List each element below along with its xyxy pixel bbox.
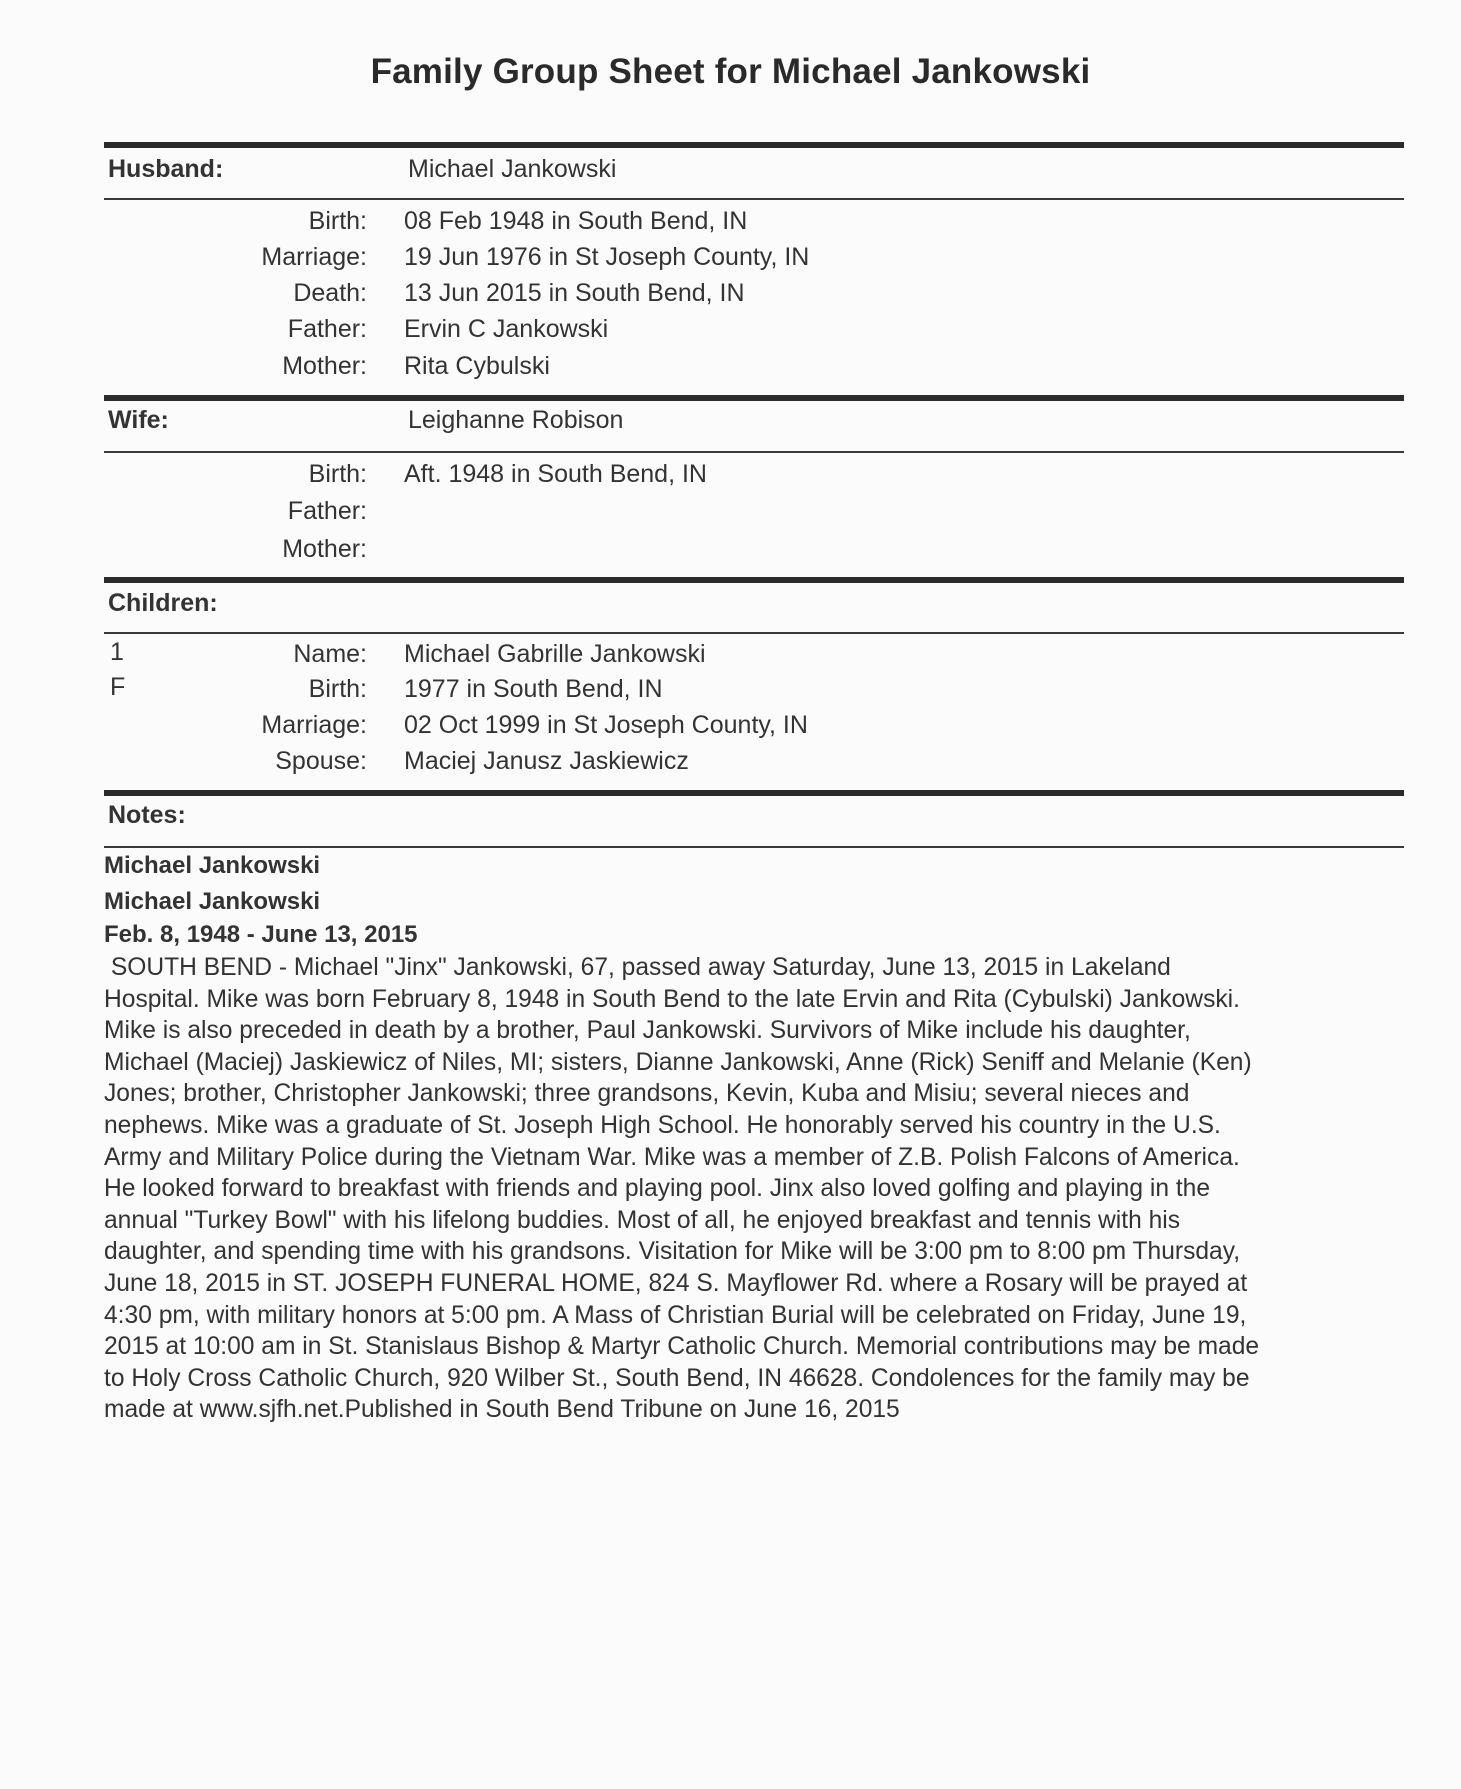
obituary-line: daughter, and spending time with his grandsons. Visitation for Mike will be 3:00 pm to 8:00 pm Thursday,: [104, 1238, 1241, 1266]
husband-marriage-label: Marriage:: [261, 243, 367, 271]
obituary-line: nephews. Mike was a graduate of St. Joseph High School. He honorably served his country in the U.S.: [104, 1111, 1221, 1139]
husband-mother-label: Mother:: [282, 352, 367, 380]
husband-death-value: 13 Jun 2015 in South Bend, IN: [404, 279, 745, 307]
child-birth-value: 1977 in South Bend, IN: [404, 675, 663, 703]
page-title: Family Group Sheet for Michael Jankowski: [370, 52, 1091, 91]
obituary-line: Michael (Maciej) Jaskiewicz of Niles, MI; sisters, Dianne Jankowski, Anne (Rick) Seniff and Melanie (Ken): [104, 1048, 1252, 1076]
section-underline: [104, 632, 1404, 634]
section-rule: [104, 790, 1404, 796]
section-underline: [104, 451, 1404, 453]
wife-name: Leighanne Robison: [408, 406, 624, 434]
child-marriage-value: 02 Oct 1999 in St Joseph County, IN: [404, 711, 808, 739]
obituary-line: to Holy Cross Catholic Church, 920 Wilber St., South Bend, IN 46628. Condolences for the family may be: [104, 1364, 1250, 1392]
obituary-line: SOUTH BEND - Michael "Jinx" Jankowski, 67, passed away Saturday, June 13, 2015 in Lakeland: [104, 954, 1171, 981]
notes-name-line-1: Michael Jankowski: [104, 852, 321, 879]
husband-birth-label: Birth:: [308, 207, 367, 235]
obituary-line: Mike is also preceded in death by a brother, Paul Jankowski. Survivors of Mike include his daughter,: [104, 1017, 1191, 1045]
children-heading: Children:: [108, 589, 218, 617]
section-underline: [104, 198, 1404, 200]
section-underline: [104, 846, 1404, 848]
obituary-text: [104, 952, 1404, 1426]
child-spouse-value: Maciej Janusz Jaskiewicz: [404, 747, 689, 775]
obituary-line: made at www.sjfh.net.Published in South Bend Tribune on June 16, 2015: [104, 1396, 900, 1424]
wife-mother-label: Mother:: [282, 535, 367, 563]
child-name-value: Michael Gabrille Jankowski: [404, 640, 706, 668]
child-index: 1: [110, 638, 124, 666]
child-birth-label: Birth:: [308, 675, 367, 703]
child-spouse-label: Spouse:: [275, 747, 367, 775]
husband-name: Michael Jankowski: [408, 155, 617, 183]
notes-name-line-2: Michael Jankowski: [104, 888, 321, 915]
wife-birth-value: Aft. 1948 in South Bend, IN: [404, 460, 707, 488]
child-marriage-label: Marriage:: [261, 711, 367, 739]
obituary-line: He looked forward to breakfast with friends and playing pool. Jinx also loved golfing and playing in the: [104, 1175, 1211, 1203]
obituary-line: Army and Military Police during the Vietnam War. Mike was a member of Z.B. Polish Falcons of America.: [104, 1143, 1240, 1171]
section-rule: [104, 395, 1404, 401]
husband-mother-value: Rita Cybulski: [404, 352, 550, 380]
obituary-line: June 18, 2015 in ST. JOSEPH FUNERAL HOME, 824 S. Mayflower Rd. where a Rosary will be prayed at: [104, 1269, 1248, 1297]
notes-dates: Feb. 8, 1948 - June 13, 2015: [104, 921, 418, 948]
husband-death-label: Death:: [293, 279, 367, 307]
obituary-line: 4:30 pm, with military honors at 5:00 pm. A Mass of Christian Burial will be celebrated on Friday, June 19,: [104, 1301, 1247, 1329]
obituary-line: Jones; brother, Christopher Jankowski; three grandsons, Kevin, Kuba and Misiu; several nieces and: [104, 1080, 1190, 1108]
obituary-line: annual "Turkey Bowl" with his lifelong buddies. Most of all, he enjoyed breakfast and tennis with his: [104, 1206, 1181, 1234]
husband-heading: Husband:: [108, 155, 224, 183]
section-rule: [104, 142, 1404, 148]
wife-father-label: Father:: [287, 497, 367, 525]
husband-father-label: Father:: [287, 315, 367, 343]
obituary-line: Hospital. Mike was born February 8, 1948 in South Bend to the late Ervin and Rita (Cybulski) Jankowski.: [104, 985, 1240, 1013]
child-name-label: Name:: [293, 640, 367, 668]
husband-birth-value: 08 Feb 1948 in South Bend, IN: [404, 207, 748, 235]
section-rule: [104, 577, 1404, 583]
wife-birth-label: Birth:: [308, 460, 367, 488]
child-sex: F: [110, 673, 126, 701]
notes-heading: Notes:: [108, 801, 186, 829]
husband-father-value: Ervin C Jankowski: [404, 315, 609, 343]
husband-marriage-value: 19 Jun 1976 in St Joseph County, IN: [404, 243, 810, 271]
obituary-line: 2015 at 10:00 am in St. Stanislaus Bishop & Martyr Catholic Church. Memorial contributions may be made: [104, 1333, 1260, 1361]
wife-heading: Wife:: [108, 406, 169, 434]
